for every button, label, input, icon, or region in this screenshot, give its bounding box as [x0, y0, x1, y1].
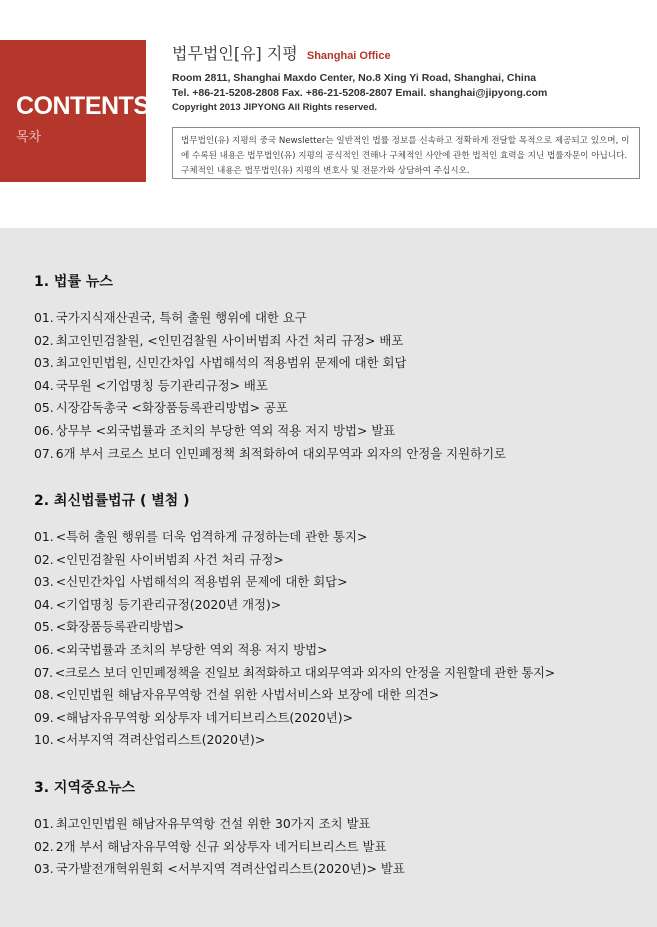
- list-item: 03. 최고인민법원, 신민간차입 사법해석의 적용범위 문제에 대한 회답: [34, 355, 407, 371]
- section-title: 3. 지역중요뉴스: [34, 780, 136, 796]
- contact-info: [172, 71, 547, 101]
- list-item: 03. 국가발전개혁위원회 <서부지역 격려산업리스트(2020년)> 발표: [34, 861, 405, 877]
- address-line: Room 2811, Shanghai Maxdo Center, No.8 Xing Yi Road, Shanghai, China: [172, 72, 537, 84]
- newsletter-header: [0, 0, 657, 228]
- contents-title: CONTENTS: [16, 92, 150, 120]
- contact-line: Tel. +86-21-5208-2808 Fax. +86-21-5208-2807 Email. shanghai@jipyong.com: [172, 87, 548, 99]
- contents-subtitle: 목차: [16, 130, 42, 145]
- list-item: 05. <화장품등록관리방법>: [34, 619, 185, 635]
- disclaimer-box: 법무법인(유) 지평의 중국 Newsletter는 일반적인 법률 정보를 신속하고 정확하게 전달할 목적으로 제공되고 있으며, 이에 수록된 내용은 법무법인(유) 지평의 공식적인 견해나 구체적인 사안에 관한 법적인 효력을 지닌 법률자문이 아닙니다. 구체적인 내용은 법무법인(유) 지평의 변호사 및 전문가와 상담하여 주십시오.: [172, 127, 640, 179]
- section-legal-news: [34, 271, 506, 465]
- list-item: 10. <서부지역 격려산업리스트(2020년)>: [34, 732, 266, 748]
- firm-name: [172, 41, 391, 64]
- list-item: 05. 시장감독총국 <화장품등록관리방법> 공포: [34, 400, 288, 416]
- list-item: 07. <크로스 보더 인민폐정책을 진일보 최적화하고 대외무역과 외자의 안정을 지원할데 관한 통지>: [34, 664, 555, 680]
- firm-name-korean: 법무법인[유] 지평: [172, 44, 298, 63]
- section-regional-news: [34, 777, 405, 881]
- list-item: 01. <특허 출원 행위를 더욱 엄격하게 규정하는데 관한 통지>: [34, 529, 368, 544]
- regional-news-list: [34, 813, 405, 881]
- contents-body: [0, 228, 657, 927]
- list-item: 06. <외국법률과 조치의 부당한 역외 적용 저지 방법>: [34, 641, 328, 657]
- list-item: 07. 6개 부서 크로스 보더 인민폐정책 최적화하여 대외무역과 외자의 안정을 지원하기로: [34, 445, 507, 461]
- list-item: 08. <인민법원 해남자유무역항 건설 위한 사법서비스와 보장에 대한 의견>: [34, 687, 440, 703]
- list-item: 01. 국가지식재산권국, 특허 출원 행위에 대한 요구: [34, 310, 307, 325]
- section-title: 1. 법률 뉴스: [34, 274, 113, 290]
- list-item: 03. <신민간차입 사법해석의 적용범위 문제에 대한 회답>: [34, 574, 348, 590]
- section-title: 2. 최신법률법규 ( 별첨 ): [34, 493, 190, 509]
- list-item: 02. 2개 부서 해남자유무역항 신규 외상투자 네거티브리스트 발표: [34, 838, 387, 854]
- news-list: [34, 307, 506, 465]
- list-item: 09. <해남자유무역항 외상투자 네거티브리스트(2020년)>: [34, 709, 353, 725]
- contents-banner: [0, 40, 150, 182]
- list-item: 06. 상무부 <외국법률과 조치의 부당한 역외 적용 저지 방법> 발표: [34, 422, 396, 438]
- copyright-line: Copyright 2013 JIPYONG All Rights reserved.: [172, 102, 378, 113]
- list-item: 02. <인민검찰원 사이버범죄 사건 처리 규정>: [34, 551, 284, 567]
- list-item: 01. 최고인민법원 해남자유무역항 건설 위한 30가지 조치 발표: [34, 816, 371, 831]
- firm-name-english: Shanghai Office: [306, 50, 391, 62]
- list-item: 04. 국무원 <기업명칭 등기관리규정> 배포: [34, 377, 268, 393]
- list-item: 02. 최고인민검찰원, <인민검찰원 사이버범죄 사건 처리 규정> 배포: [34, 332, 404, 348]
- regulation-list: [34, 526, 555, 752]
- section-latest-regulations: [34, 490, 555, 752]
- list-item: 04. <기업명칭 등기관리규정(2020년 개정)>: [34, 596, 282, 612]
